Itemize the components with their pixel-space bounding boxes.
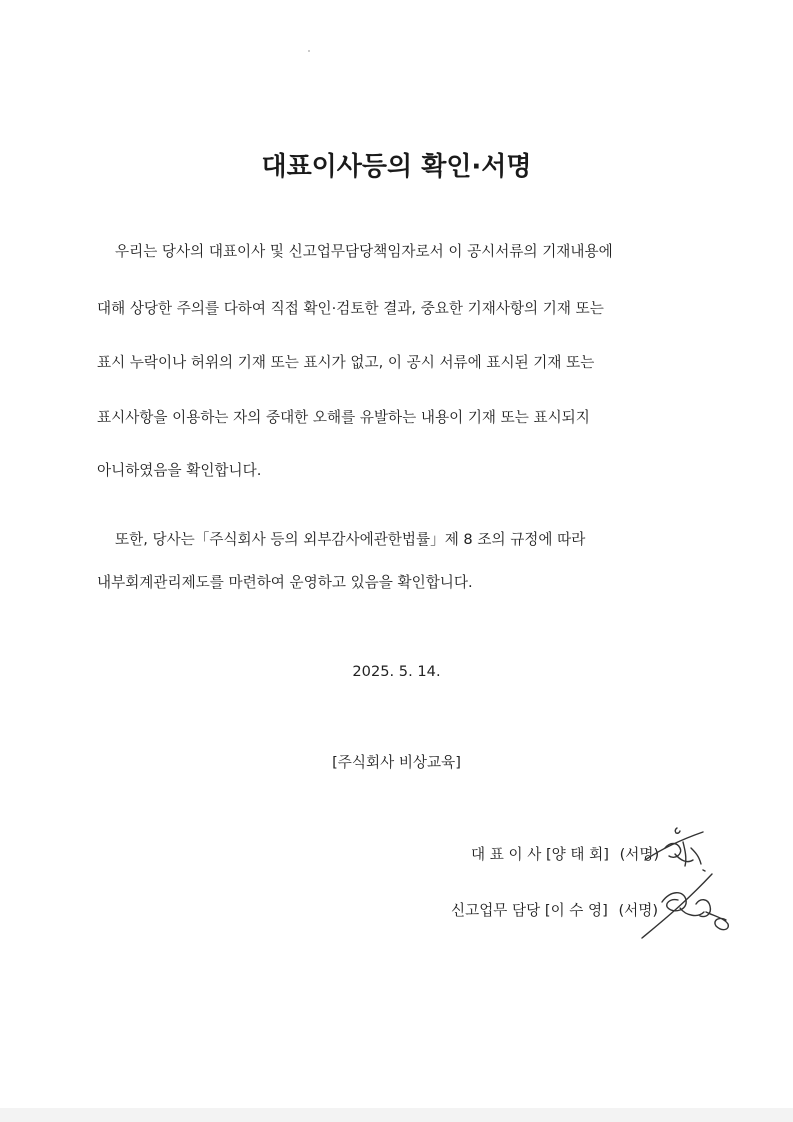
- disclosure-officer-signature-mark: [640, 868, 740, 943]
- scan-bottom-edge: [0, 1108, 793, 1122]
- paragraph-1-line-1: 우리는 당사의 대표이사 및 신고업무담당책임자로서 이 공시서류의 기재내용에: [115, 243, 613, 260]
- signatory-ceo-name: [양 태 회]: [545, 846, 609, 863]
- paragraph-2-line-2: 내부회계관리제도를 마련하여 운영하고 있음을 확인합니다.: [97, 574, 473, 591]
- company-name: [주식회사 비상교육]: [332, 754, 461, 771]
- paragraph-1-line-2: 대해 상당한 주의를 다하여 직접 확인·검토한 결과, 중요한 기재사항의 기재 또는: [97, 300, 604, 317]
- signatory-disclosure-officer: [451, 899, 658, 920]
- document-date: 2025. 5. 14.: [352, 663, 441, 680]
- signatory-disclosure-officer-sign-label: (서명): [618, 902, 659, 919]
- paragraph-1-line-3: 표시 누락이나 허위의 기재 또는 표시가 없고, 이 공시 서류에 표시된 기재 또는: [97, 354, 595, 371]
- signatory-ceo-role: 대 표 이 사: [471, 846, 542, 863]
- paragraph-1-line-4: 표시사항을 이용하는 자의 중대한 오해를 유발하는 내용이 기재 또는 표시되지: [97, 409, 590, 426]
- scan-speck: [308, 50, 310, 52]
- paragraph-1-line-5: 아니하였음을 확인합니다.: [97, 462, 262, 479]
- paragraph-2-line-1: 또한, 당사는「주식회사 등의 외부감사에관한법률」제 8 조의 규정에 따라: [115, 531, 586, 548]
- signatory-disclosure-officer-role: 신고업무 담당: [451, 902, 541, 919]
- signatory-disclosure-officer-name: [이 수 영]: [544, 902, 608, 919]
- signatory-ceo-sign-label: (서명): [619, 846, 660, 863]
- document-title: 대표이사등의 확인·서명: [261, 152, 532, 182]
